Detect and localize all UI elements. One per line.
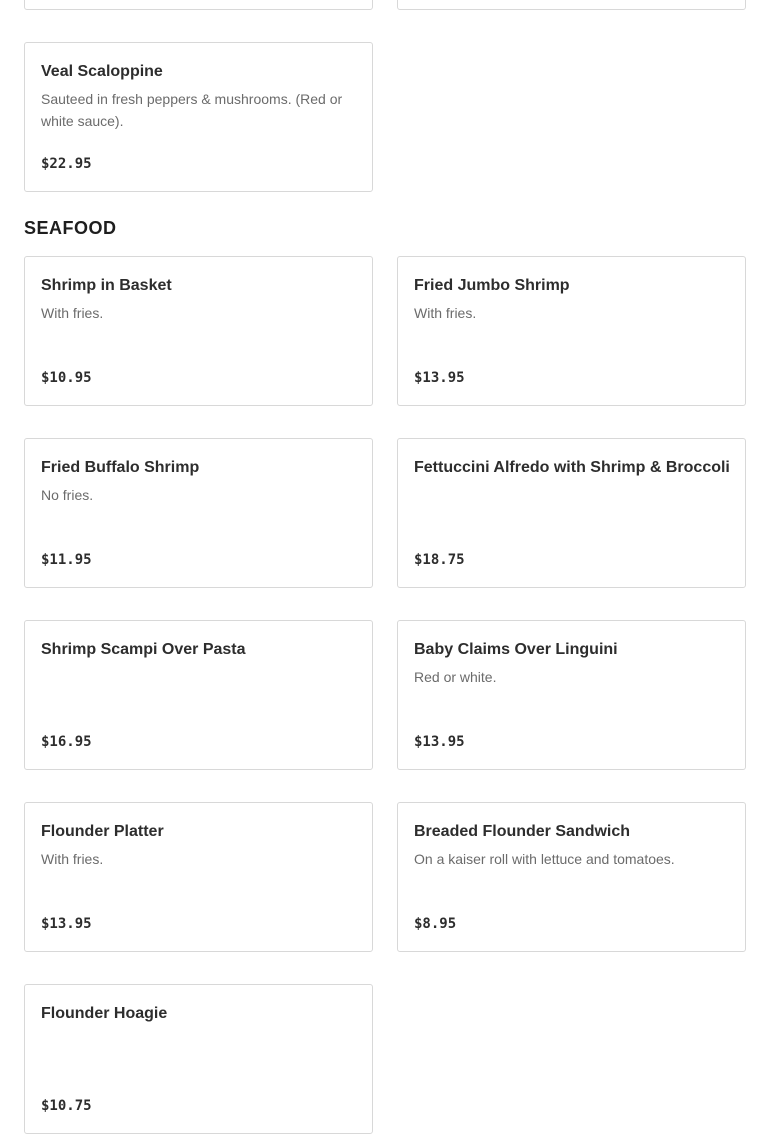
menu-item-description: On a kaiser roll with lettuce and tomatoes. <box>414 851 675 867</box>
menu-item-name: Flounder Hoagie <box>41 1005 168 1022</box>
menu-item-card[interactable] <box>397 802 746 952</box>
menu-item-price: $13.95 <box>414 734 465 750</box>
menu-item-description: No fries. <box>41 487 94 503</box>
menu-item-price: $11.95 <box>41 552 92 568</box>
menu-item-card[interactable] <box>24 256 373 406</box>
menu-item-price: $10.75 <box>41 1098 92 1114</box>
menu-item-price: $16.95 <box>41 734 92 750</box>
menu-item-price: $22.95 <box>41 156 92 172</box>
menu-item-card[interactable] <box>397 256 746 406</box>
menu-item-card-partial-left[interactable] <box>24 0 373 10</box>
menu-item-card[interactable] <box>397 438 746 588</box>
menu-item-price: $8.95 <box>414 916 457 932</box>
menu-item-description: With fries. <box>414 305 477 321</box>
menu-item-card[interactable] <box>24 620 373 770</box>
menu-item-price: $13.95 <box>414 370 465 386</box>
menu-item-description: With fries. <box>41 851 104 867</box>
menu-item-name: Fettuccini Alfredo with Shrimp & Broccoli <box>414 459 730 476</box>
menu-item-card[interactable] <box>24 802 373 952</box>
menu-item-name: Breaded Flounder Sandwich <box>414 823 631 840</box>
menu-item-name: Shrimp Scampi Over Pasta <box>41 641 246 658</box>
menu-item-card-partial-right[interactable] <box>397 0 746 10</box>
menu-item-name: Fried Buffalo Shrimp <box>41 459 200 476</box>
menu-item-name: Veal Scaloppine <box>41 63 163 80</box>
menu-item-description: With fries. <box>41 305 104 321</box>
menu-item-price: $13.95 <box>41 916 92 932</box>
menu-item-name: Shrimp in Basket <box>41 277 172 294</box>
menu-item-name: Baby Claims Over Linguini <box>414 641 618 658</box>
section-title-seafood: SEAFOOD <box>24 218 117 238</box>
menu-item-description: Sauteed in fresh peppers & mushrooms. (Red or white sauce). <box>41 91 343 129</box>
menu-item-price: $10.95 <box>41 370 92 386</box>
menu-item-card[interactable] <box>24 438 373 588</box>
menu-item-card[interactable] <box>24 984 373 1134</box>
menu-item-price: $18.75 <box>414 552 465 568</box>
menu-item-description: Red or white. <box>414 669 497 685</box>
menu-item-card[interactable] <box>24 42 373 192</box>
menu-item-name: Fried Jumbo Shrimp <box>414 277 570 294</box>
menu-item-name: Flounder Platter <box>41 823 164 840</box>
menu-item-card[interactable] <box>397 620 746 770</box>
